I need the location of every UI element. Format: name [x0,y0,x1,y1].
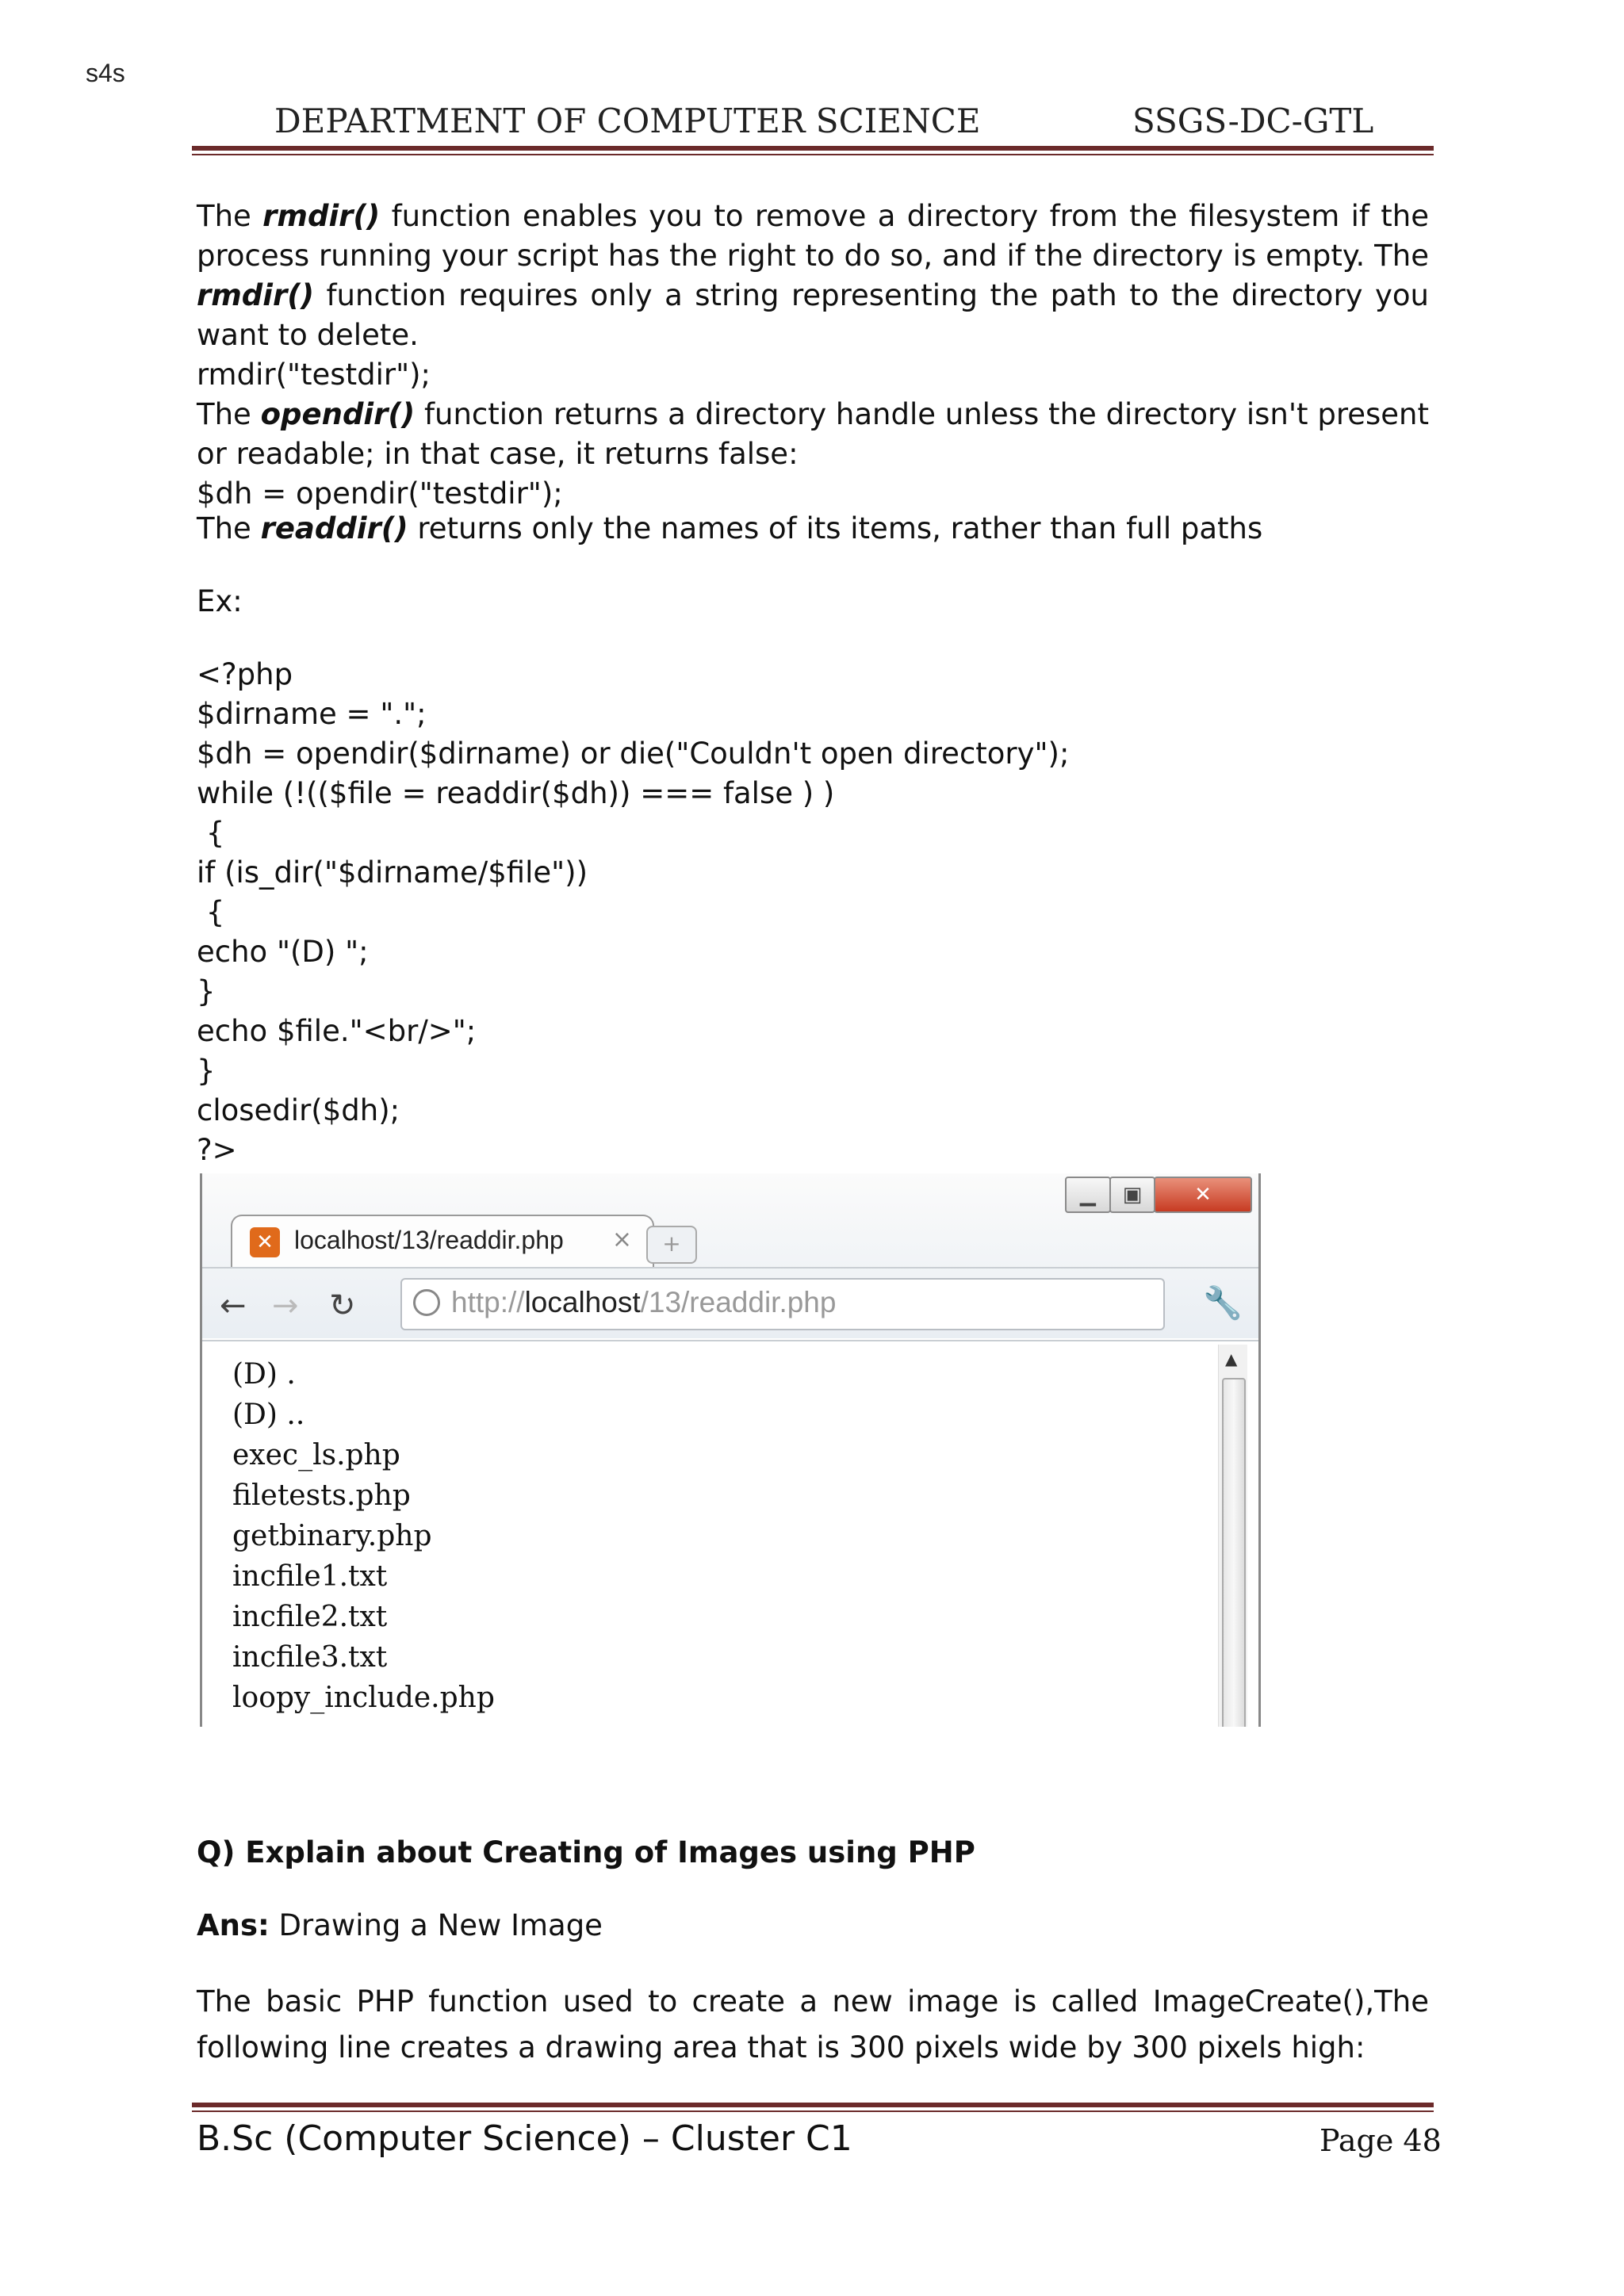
paragraph-imagecreate: The basic PHP function used to create a new image is called ImageCreate(),The following line creates a drawing area that is 300 pixels wide by 300 pixels high: [197,1984,1429,2064]
example-label: Ex: [197,584,243,618]
code-line: } [197,974,216,1008]
footer-rule-thin [192,2110,1434,2112]
header-department: DEPARTMENT OF COMPUTER SCIENCE [274,101,981,140]
paragraph-rmdir: The rmdir() function enables you to remove a directory from the filesystem if the process running your script has the right to do so, and if the directory is empty. The rmdir() function requires only a string representing the path to the directory you want to delete. rmdir("testdir"); The opendir() function returns a directory handle unless the directory isn't present or readable; in that case, it returns false: $dh = opendir("testdir"); [197,197,1429,514]
scroll-thumb[interactable] [1222,1378,1246,1727]
scroll-up-icon[interactable]: ▲ [1225,1349,1238,1368]
header-code: SSGS-DC-GTL [1132,101,1374,140]
paragraph-readdir: The readdir() returns only the names of its items, rather than full paths [197,511,1263,545]
code-line: closedir($dh); [197,1093,400,1127]
page-number: Page 48 [1320,2123,1442,2158]
listing-item: (D) . [232,1358,296,1391]
maximize-icon[interactable]: ▣ [1109,1177,1155,1213]
code-line: { [197,816,225,850]
answer-label: Ans: [197,1908,270,1942]
browser-chrome [202,1173,1258,1338]
fn-rmdir: rmdir() [262,199,381,233]
tab-close-button[interactable]: × [611,1226,632,1253]
question-heading: Q) Explain about Creating of Images using PHP [197,1835,975,1869]
code-rmdir: rmdir("testdir"); [197,358,431,392]
header-rule-thin [192,154,1434,155]
browser-screenshot [200,1173,1261,1727]
listing-item: exec_ls.php [232,1439,400,1471]
reload-icon[interactable]: ↻ [329,1288,356,1324]
listing-item: filetests.php [232,1479,411,1512]
minimize-icon[interactable]: ▁ [1065,1177,1111,1213]
wrench-icon[interactable]: 🔧 [1203,1285,1243,1322]
listing-item: getbinary.php [232,1520,432,1552]
fn-opendir: opendir() [260,397,416,431]
code-line: if (is_dir("$dirname/$file")) [197,855,588,890]
xampp-favicon-icon: ✕ [250,1227,280,1257]
globe-icon [413,1289,440,1316]
code-line: while (!(($file = readdir($dh)) === false ) ) [197,776,835,810]
answer-line: Ans: Drawing a New Image [197,1908,603,1942]
code-line: <?php [197,657,293,691]
header-rule [192,146,1434,151]
forward-arrow-icon[interactable]: → [272,1288,299,1324]
code-opendir: $dh = opendir("testdir"); [197,476,563,511]
listing-item: (D) .. [232,1399,305,1431]
code-block [197,655,1429,1170]
listing-item: loopy_include.php [232,1682,495,1714]
fn-readdir: readdir() [260,511,408,545]
new-tab-button[interactable]: + [646,1226,697,1264]
listing-item: incfile2.txt [232,1601,388,1633]
close-icon[interactable]: ✕ [1154,1177,1252,1213]
listing-item: incfile3.txt [232,1641,388,1674]
browser-toolbar [202,1267,1258,1341]
code-line: $dirname = "."; [197,697,427,731]
listing-item: incfile1.txt [232,1560,388,1593]
url-text: http://localhost/13/readdir.php [451,1286,837,1318]
address-bar[interactable] [400,1278,1165,1330]
code-line: } [197,1054,216,1088]
footer-course: B.Sc (Computer Science) – Cluster C1 [197,2118,852,2159]
directory-listing [232,1354,495,1718]
code-line: { [197,895,225,929]
tab-title: localhost/13/readdir.php [294,1226,564,1254]
back-arrow-icon[interactable]: ← [220,1288,247,1324]
code-line: echo $file."<br/>"; [197,1014,477,1048]
corner-label: s4s [86,59,125,87]
code-line: $dh = opendir($dirname) or die("Couldn't open directory"); [197,737,1070,771]
scrollbar[interactable] [1218,1345,1247,1727]
code-line: ?> [197,1133,237,1167]
page-content [202,1340,1258,1727]
footer-rule [192,2103,1434,2107]
window-controls [1067,1177,1252,1213]
fn-rmdir-2: rmdir() [197,278,315,312]
code-line: echo "(D) "; [197,935,369,969]
browser-tab[interactable] [231,1215,654,1269]
